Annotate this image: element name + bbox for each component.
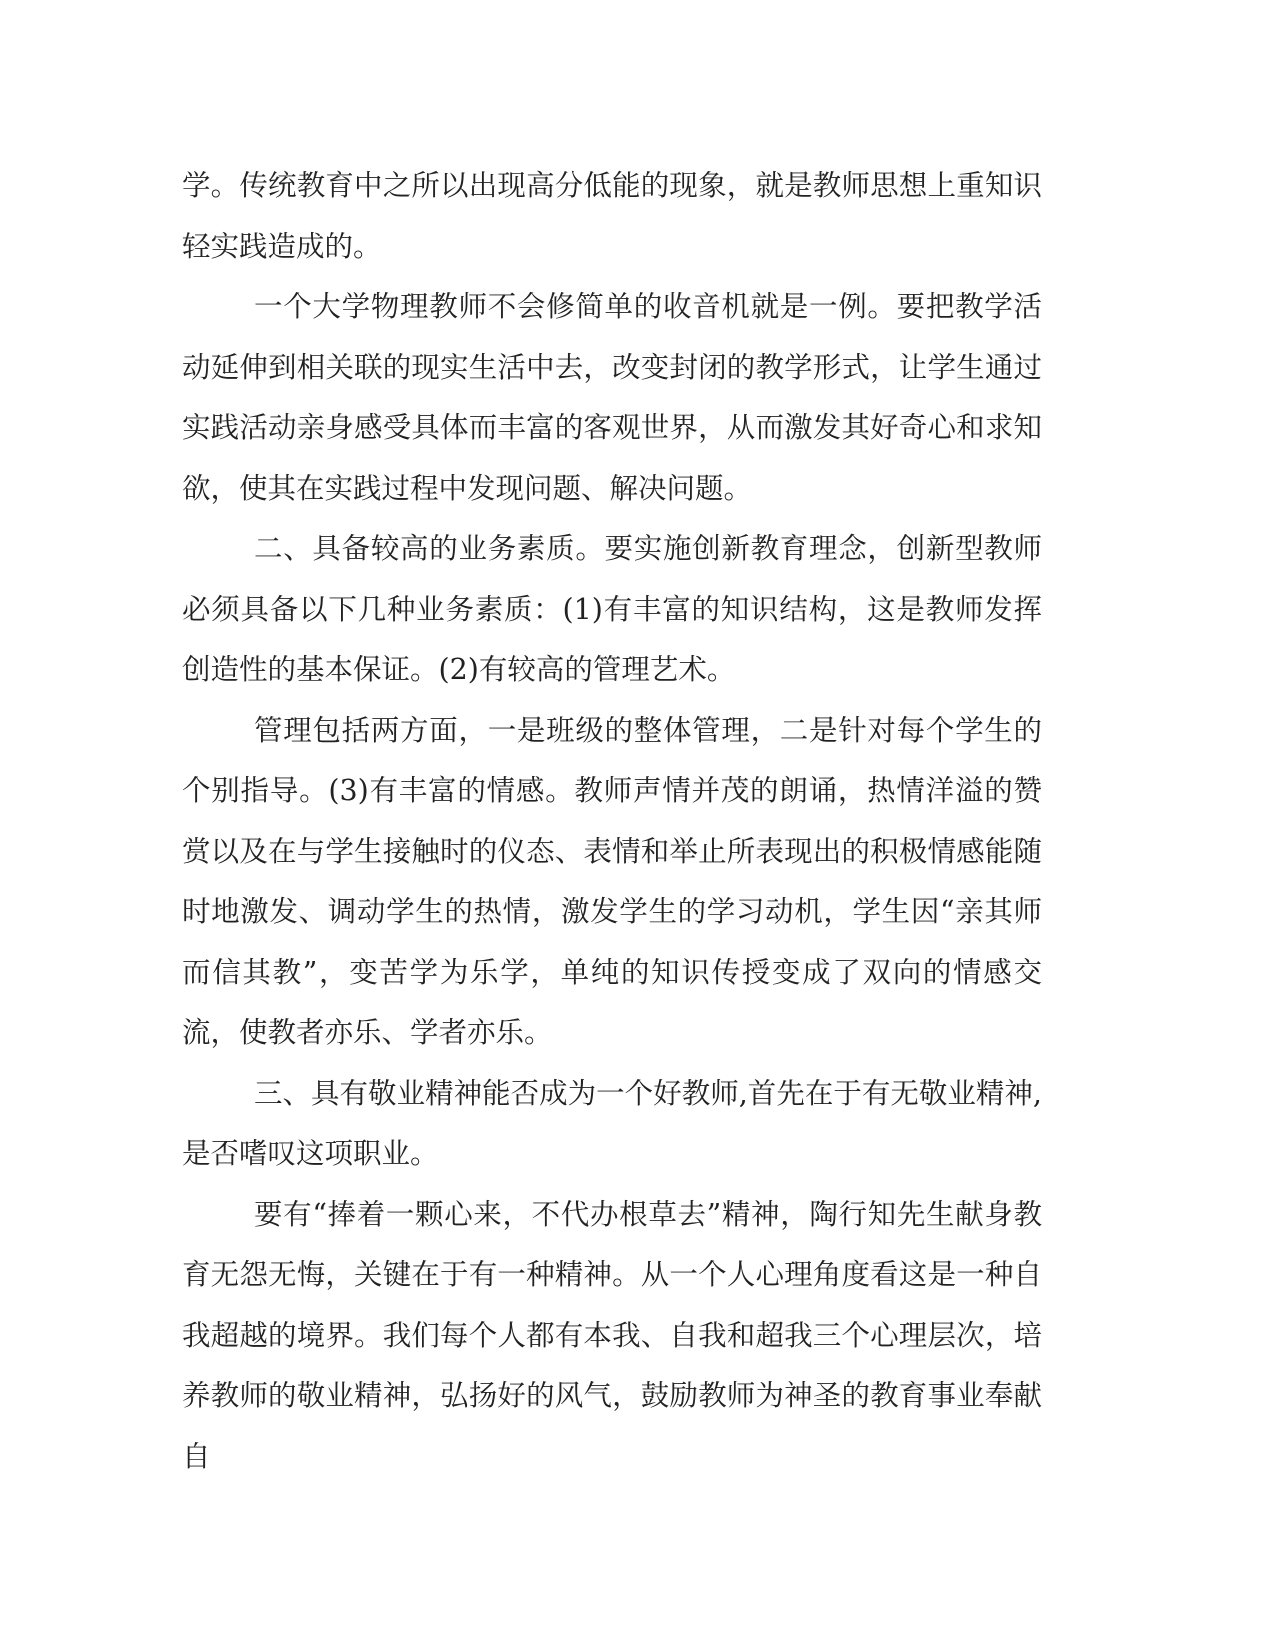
paragraph-2: 一个大学物理教师不会修简单的收音机就是一例。要把教学活动延伸到相关联的现实生活中去，改变封闭的教学形式，让学生通过实践活动亲身感受具体而丰富的客观世界，从而激发其好奇心和求知欲，使其在实践过程中发现问题、解决问题。 [182,290,1042,505]
paragraph-5: 三、具有敬业精神能否成为一个好教师,首先在于有无敬业精神,是否嗜叹这项职业。 [182,1076,1042,1170]
paragraph-6: 要有“捧着一颗心来，不代办根草去”精神，陶行知先生献身教育无怨无悔，关键在于有一种精神。从一个人心理角度看这是一种自我超越的境界。我们每个人都有本我、自我和超我三个心理层次，培养教师的敬业精神，弘扬好的风气，鼓励教师为神圣的教育事业奉献自 [182,1197,1042,1473]
paragraph-4: 管理包括两方面，一是班级的整体管理，二是针对每个学生的个别指导。(3)有丰富的情感。教师声情并茂的朗诵，热情洋溢的赞赏以及在与学生接触时的仪态、表情和举止所表现出的积极情感能随时地激发、调动学生的热情，激发学生的学习动机，学生因“亲其师而信其教”，变苦学为乐学，单纯的知识传授变成了双向的情感交流，使教者亦乐、学者亦乐。 [182,713,1042,1049]
paragraph-3: 二、具备较高的业务素质。要实施创新教育理念，创新型教师必须具备以下几种业务素质：(1)有丰富的知识结构，这是教师发挥创造性的基本保证。(2)有较高的管理艺术。 [182,532,1042,686]
paragraph-1: 学。传统教育中之所以出现高分低能的现象，就是教师思想上重知识轻实践造成的。 [182,169,1042,263]
document-body [182,156,1042,1487]
